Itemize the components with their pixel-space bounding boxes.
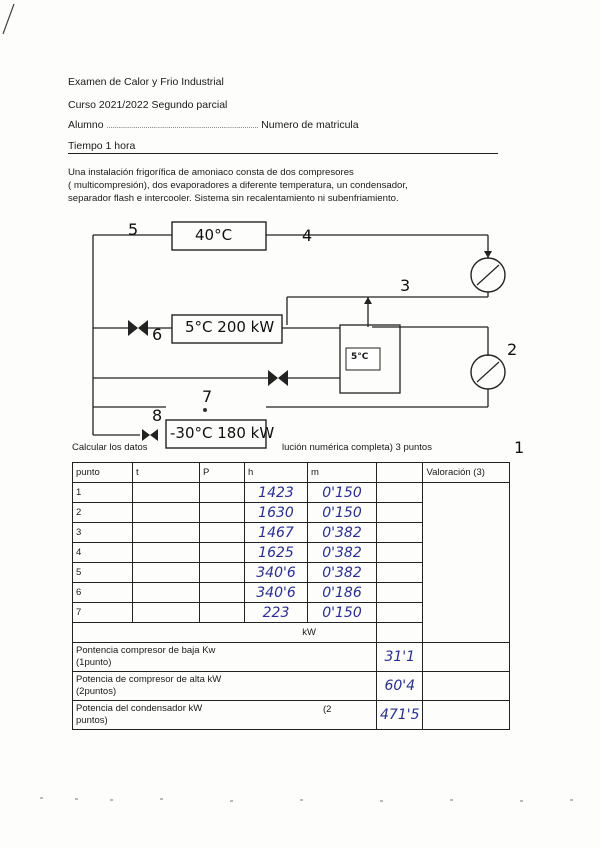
cell-m: 0'186 <box>308 583 377 603</box>
point-label-8: 8 <box>152 406 163 425</box>
cell-punto: 6 <box>73 583 133 603</box>
flash-label: 5°C <box>351 352 369 362</box>
cell-h: 223 <box>245 603 308 623</box>
point-label-3: 3 <box>400 276 411 295</box>
cell-m: 0'382 <box>308 543 377 563</box>
col-header: m <box>308 463 377 483</box>
col-header <box>377 463 423 483</box>
cell-m: 0'382 <box>308 563 377 583</box>
condenser-label: 40°C <box>195 226 233 244</box>
student-label: Alumno <box>68 119 104 131</box>
col-header: h <box>245 463 308 483</box>
cell-h: 1467 <box>245 523 308 543</box>
cell-h: 340'6 <box>245 583 308 603</box>
cell-punto: 5 <box>73 563 133 583</box>
evaporator-high-label: 5°C 200 kW <box>185 318 275 336</box>
result-label-line: (2puntos) <box>76 686 117 697</box>
col-header: Valoración (3) <box>423 463 510 483</box>
col-header: t <box>133 463 200 483</box>
result-value: 60'4 <box>377 672 423 701</box>
result-label-line: puntos) <box>76 715 108 726</box>
result-label-line: Potencia de compresor de alta kW <box>76 674 222 685</box>
cell-h: 340'6 <box>245 563 308 583</box>
cell-punto: 4 <box>73 543 133 563</box>
result-label-extra: (2 <box>323 704 332 715</box>
point-label-5: 5 <box>128 220 139 239</box>
student-dots: .............................................................................. <box>106 123 259 130</box>
result-label <box>73 643 377 672</box>
result-label-line: (1punto) <box>76 657 112 668</box>
calc-instruction-left: Calcular los datos <box>72 442 148 453</box>
point-label-4: 4 <box>302 226 313 245</box>
evaporator-low-label: -30°C 180 kW <box>170 424 275 442</box>
cell-punto: 3 <box>73 523 133 543</box>
cell-h: 1630 <box>245 503 308 523</box>
point-label-6: 6 <box>152 325 163 344</box>
unit-kw: kW <box>73 623 377 643</box>
cell-h: 1625 <box>245 543 308 563</box>
calc-instruction-right: lución numérica completa) 3 puntos <box>282 442 432 453</box>
cell-punto: 7 <box>73 603 133 623</box>
cell-m: 0'150 <box>308 483 377 503</box>
point-label-2: 2 <box>507 340 518 359</box>
time-label: Tiempo 1 hora <box>68 140 136 152</box>
problem-line: separador flash e intercooler. Sistema sin recalentamiento ni subenfriamiento. <box>68 193 399 204</box>
cell-m: 0'150 <box>308 603 377 623</box>
result-row <box>73 643 510 672</box>
result-row <box>73 672 510 701</box>
col-header: punto <box>73 463 133 483</box>
col-header: P <box>200 463 245 483</box>
result-value: 31'1 <box>377 643 423 672</box>
result-row <box>73 701 510 730</box>
results-table <box>72 462 510 730</box>
problem-line: ( multicompresión), dos evaporadores a diferente temperatura, un condensador, <box>68 180 408 191</box>
problem-line: Una instalación frigorífica de amoniaco consta de dos compresores <box>68 167 354 178</box>
cell-punto: 2 <box>73 503 133 523</box>
result-label-line: Potencia del condensador kW <box>76 703 203 714</box>
cell-m: 0'150 <box>308 503 377 523</box>
result-value: 471'5 <box>377 701 423 730</box>
cell-h: 1423 <box>245 483 308 503</box>
point-label-1: 1 <box>514 438 525 457</box>
table-header-row <box>73 463 510 483</box>
result-label <box>73 672 377 701</box>
cell-punto: 1 <box>73 483 133 503</box>
course-line: Curso 2021/2022 Segundo parcial <box>68 99 228 111</box>
result-label <box>73 701 377 730</box>
table-row <box>73 483 510 503</box>
point-label-7: 7 <box>202 387 213 406</box>
result-label-line: Pontencia compresor de baja Kw <box>76 645 216 656</box>
exam-title: Examen de Calor y Frio Industrial <box>68 76 224 88</box>
enrollment-label: Numero de matricula <box>261 119 359 131</box>
cell-m: 0'382 <box>308 523 377 543</box>
